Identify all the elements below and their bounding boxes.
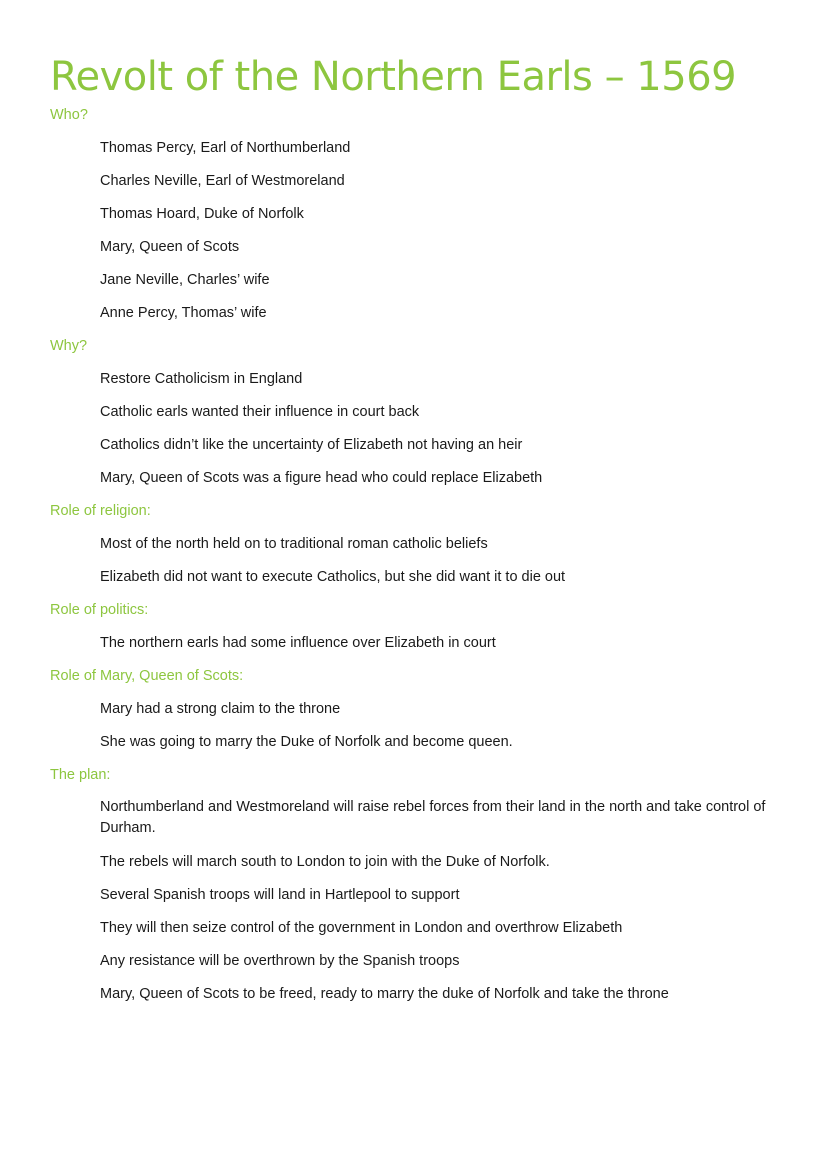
section-heading: The plan: — [50, 767, 111, 783]
section-item-list — [50, 631, 790, 655]
list-item: Several Spanish troops will land in Hartlepool to support — [100, 887, 460, 903]
list-item: Mary, Queen of Scots — [100, 239, 240, 255]
list-item: Restore Catholicism in England — [100, 371, 303, 387]
list-item: Elizabeth did not want to execute Catholics, but she did want it to die out — [100, 569, 566, 585]
section — [50, 598, 790, 655]
section-heading: Who? — [50, 107, 88, 123]
list-item: Northumberland and Westmoreland will raise rebel forces from their land in the north and take control of Durham. — [100, 799, 766, 836]
list-item: Catholic earls wanted their influence in court back — [100, 404, 420, 420]
list-item: Mary, Queen of Scots was a figure head who could replace Elizabeth — [100, 470, 543, 486]
list-item: Any resistance will be overthrown by the Spanish troops — [100, 953, 460, 969]
section — [50, 763, 790, 1006]
section-heading: Role of Mary, Queen of Scots: — [50, 668, 244, 684]
section-item-list — [50, 532, 790, 589]
list-item: Mary had a strong claim to the throne — [100, 701, 341, 717]
page-title: Revolt of the Northern Earls – 1569 — [50, 54, 737, 100]
list-item: Thomas Percy, Earl of Northumberland — [100, 140, 351, 156]
list-item: The northern earls had some influence over Elizabeth in court — [100, 635, 496, 651]
list-item: Anne Percy, Thomas’ wife — [100, 305, 267, 321]
section — [50, 103, 790, 325]
section — [50, 499, 790, 589]
section-item-list — [50, 697, 790, 754]
section-item-list — [50, 136, 790, 325]
list-item: The rebels will march south to London to join with the Duke of Norfolk. — [100, 854, 550, 870]
list-item: Catholics didn’t like the uncertainty of Elizabeth not having an heir — [100, 437, 523, 453]
section-heading: Why? — [50, 338, 88, 354]
list-item: Thomas Hoard, Duke of Norfolk — [100, 206, 304, 222]
list-item: Jane Neville, Charles’ wife — [100, 272, 270, 288]
document-body — [50, 103, 790, 1006]
section-heading: Role of politics: — [50, 602, 149, 618]
list-item: Charles Neville, Earl of Westmoreland — [100, 173, 345, 189]
list-item: She was going to marry the Duke of Norfolk and become queen. — [100, 734, 513, 750]
list-item: They will then seize control of the government in London and overthrow Elizabeth — [100, 920, 623, 936]
section — [50, 664, 790, 754]
list-item: Most of the north held on to traditional roman catholic beliefs — [100, 536, 488, 552]
section-item-list — [50, 796, 790, 1006]
list-item: Mary, Queen of Scots to be freed, ready to marry the duke of Norfolk and take the throne — [100, 986, 669, 1002]
section — [50, 334, 790, 490]
section-heading: Role of religion: — [50, 503, 151, 519]
section-item-list — [50, 367, 790, 490]
